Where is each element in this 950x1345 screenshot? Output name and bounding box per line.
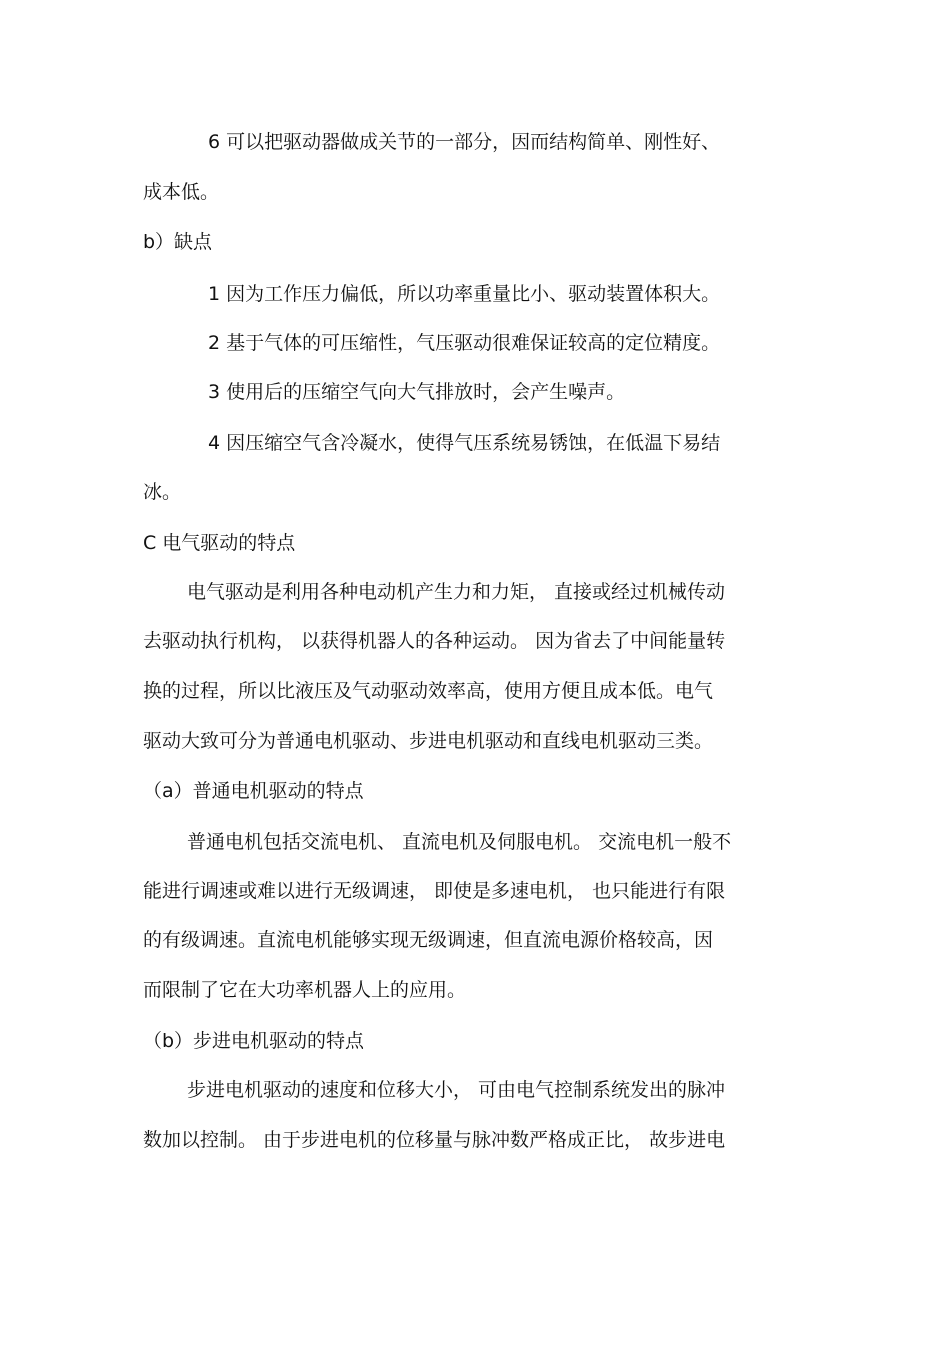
list-item: 6 可以把驱动器做成关节的一部分，因而结构简单、刚性好、 — [208, 131, 721, 153]
list-item: 3 使用后的压缩空气向大气排放时，会产生噪声。 — [208, 381, 626, 403]
list-item: 2 基于气体的可压缩性，气压驱动很难保证较高的定位精度。 — [208, 332, 721, 354]
paragraph-line: 电气驱动是利用各种电动机产生力和力矩， 直接或经过机械传动 — [187, 581, 726, 603]
paragraph-line: 而限制了它在大功率机器人上的应用。 — [143, 979, 467, 1001]
paragraph-line: 去驱动执行机构， 以获得机器人的各种运动。 因为省去了中间能量转 — [143, 630, 726, 652]
paragraph-line: 驱动大致可分为普通电机驱动、步进电机驱动和直线电机驱动三类。 — [143, 730, 714, 752]
subsection-heading: （b）步进电机驱动的特点 — [143, 1030, 365, 1052]
section-heading: C 电气驱动的特点 — [143, 532, 296, 554]
list-item-continuation: 冰。 — [143, 481, 182, 503]
paragraph-line: 能进行调速或难以进行无级调速， 即使是多速电机， 也只能进行有限 — [143, 880, 726, 902]
subsection-heading: （a）普通电机驱动的特点 — [143, 780, 364, 802]
paragraph-line: 普通电机包括交流电机、 直流电机及伺服电机。 交流电机一般不 — [187, 831, 732, 853]
list-item: 1 因为工作压力偏低，所以功率重量比小、驱动装置体积大。 — [208, 283, 721, 305]
list-item: 4 因压缩空气含冷凝水，使得气压系统易锈蚀，在低温下易结 — [208, 432, 721, 454]
paragraph-line: 的有级调速。直流电机能够实现无级调速，但直流电源价格较高，因 — [143, 929, 714, 951]
section-heading: b）缺点 — [143, 231, 213, 253]
list-item-continuation: 成本低。 — [143, 181, 220, 203]
paragraph-line: 数加以控制。 由于步进电机的位移量与脉冲数严格成正比， 故步进电 — [143, 1129, 726, 1151]
paragraph-line: 换的过程，所以比液压及气动驱动效率高，使用方便且成本低。电气 — [143, 680, 714, 702]
paragraph-line: 步进电机驱动的速度和位移大小， 可由电气控制系统发出的脉冲 — [187, 1079, 726, 1101]
